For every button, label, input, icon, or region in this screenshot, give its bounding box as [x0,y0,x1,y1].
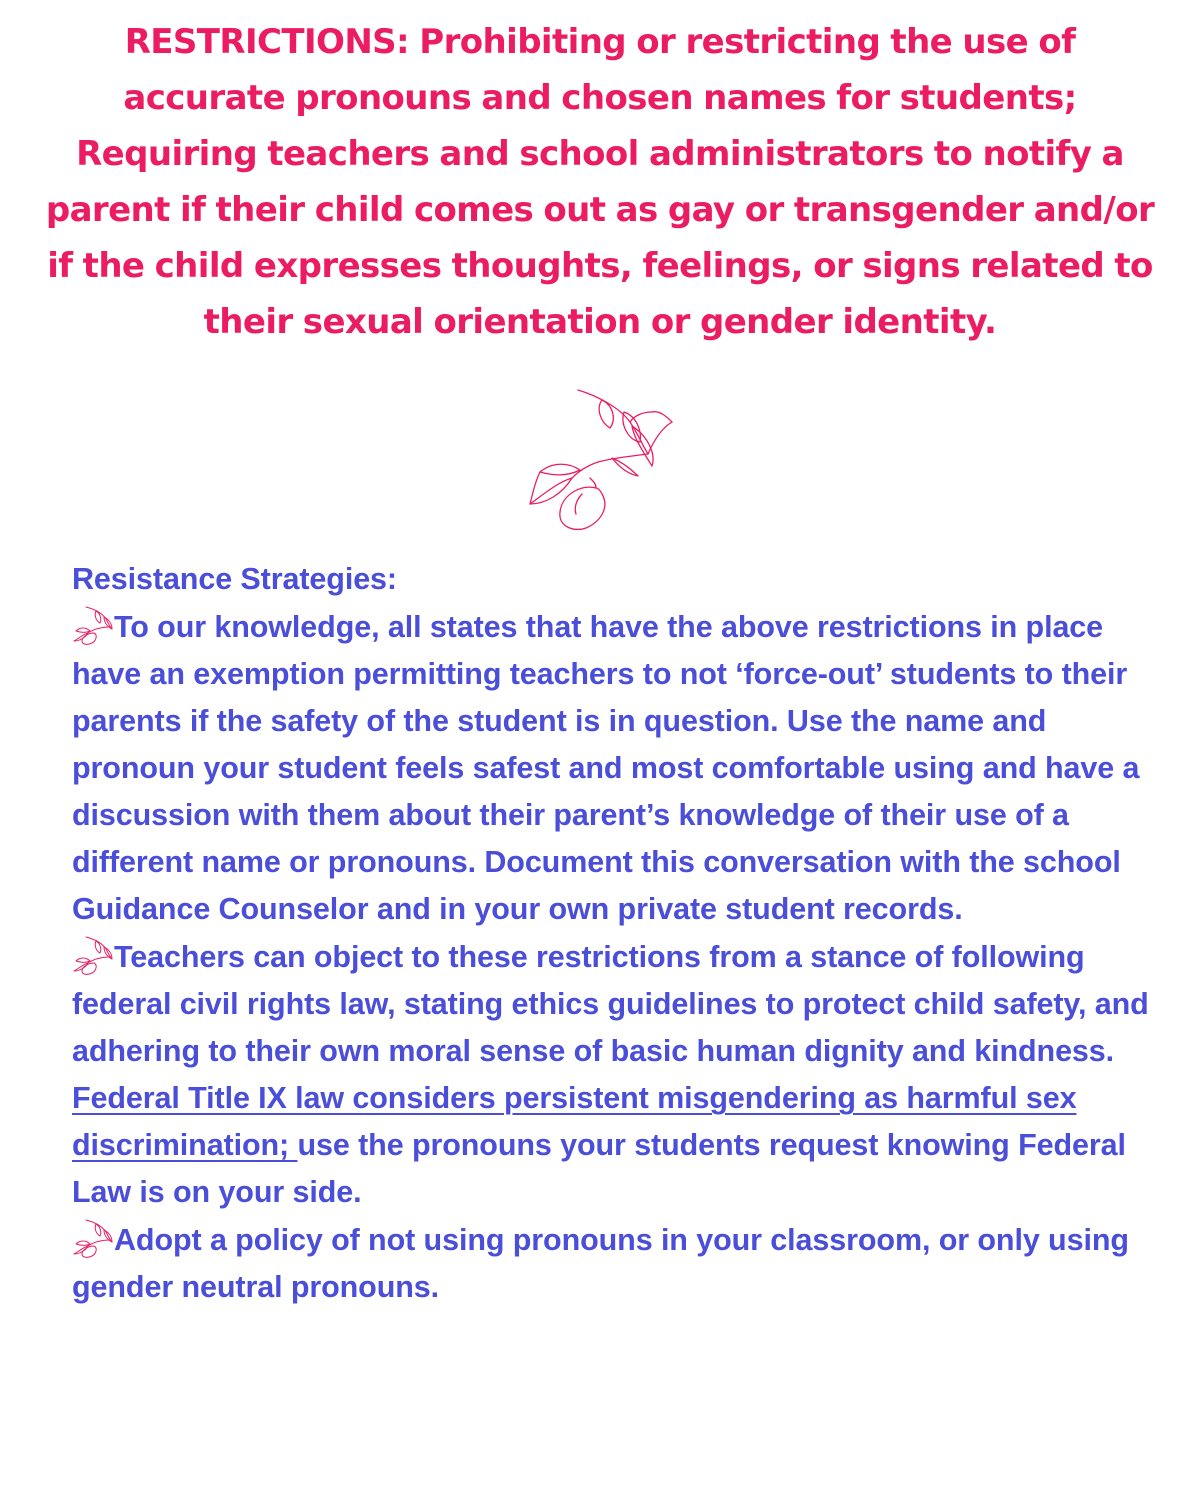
strategy-text: To our knowledge, all states that have the above restrictions in place have an exemption permitting teachers to not ‘force-out’ students to their parents if the safety of the student is in question. Use the name and pronoun your student feels safest and most comfortable using and have a discussion with them about their parent’s knowledge of their use of a different name or pronouns. Document this conversation with the school Guidance Counselor and in your own private student records. [72,610,1140,926]
lemon-branch-icon [72,603,116,645]
strategy-text: Teachers can object to these restrictions from a stance of following federal civil rights law, stating ethics guidelines to protect child safety, and adhering to their own moral sense of basic human dignity and kindness. [72,940,1149,1068]
strategy-item [72,603,1152,933]
lemon-branch-icon [520,382,680,534]
strategies-heading: Resistance Strategies: [72,562,397,596]
lemon-branch-icon [72,1216,116,1258]
title-ix-link[interactable]: Federal Title IX law considers persistent misgendering as harmful sex discrimination; [72,1081,1077,1162]
restrictions-statement: RESTRICTIONS: Prohibiting or restricting the use of accurate pronouns and chosen names for students; Requiring teachers and school administrators to notify a parent if their child comes out as gay or transgender and/or if the child expresses thoughts, feelings, or signs related to their sexual orientation or gender identity. [45,22,1155,342]
lemon-branch-icon [72,933,116,975]
resistance-strategies [72,556,1152,1311]
strategy-item [72,1216,1152,1311]
strategy-text: use the pronouns your students request knowing Federal Law is on your side. [72,1128,1126,1209]
strategy-item [72,933,1152,1216]
strategy-text: Adopt a policy of not using pronouns in your classroom, or only using gender neutral pronouns. [72,1223,1129,1304]
